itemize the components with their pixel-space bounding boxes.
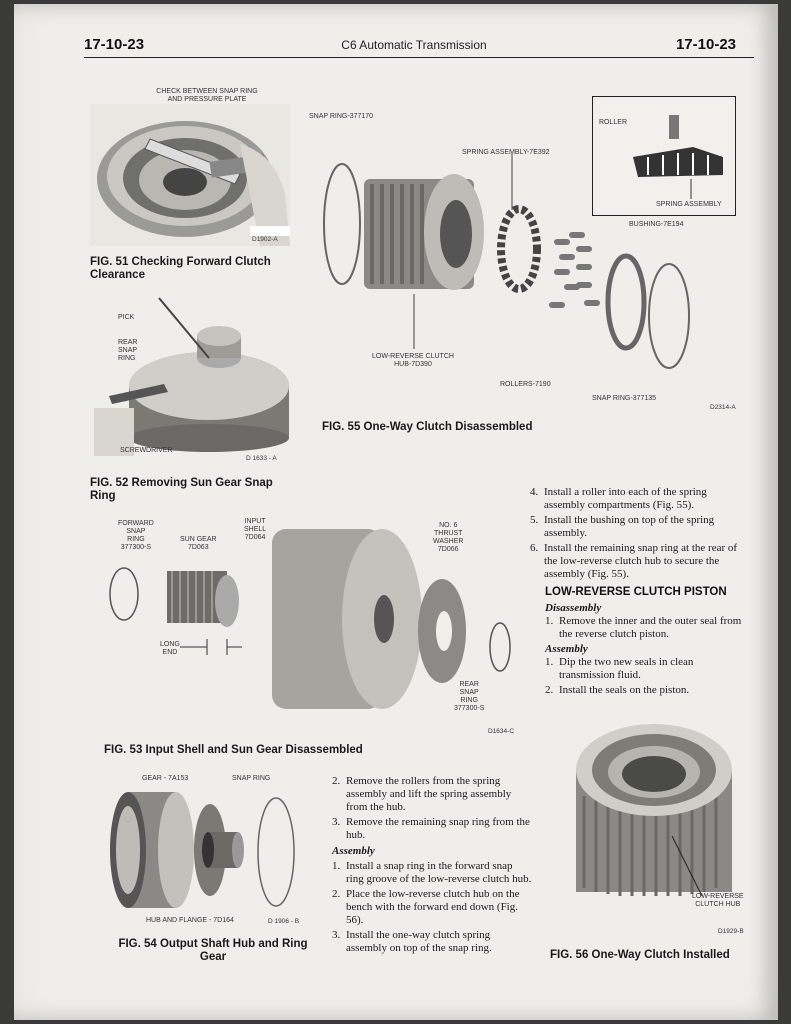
fig51-code: D1902-A <box>252 236 278 243</box>
fig54-illustration <box>108 786 308 916</box>
list-item: 4. Install a roller into each of the spring assembly compartments (Fig. 55). <box>530 486 707 511</box>
right-text-column <box>530 486 750 583</box>
fig53-sun-gear-label: SUN GEAR 7D063 <box>180 536 217 551</box>
header-rule <box>84 57 754 58</box>
fig52-pick-label: PICK <box>118 314 135 321</box>
fig55-snap-ring-top-label: SNAP RING-377170 <box>309 113 374 120</box>
middle-text-column <box>332 775 532 957</box>
fig54-code: D 1906 - B <box>268 918 300 925</box>
fig55-inset-drawing <box>593 97 737 217</box>
fig55-inset <box>592 96 736 216</box>
fig51-illustration <box>90 104 290 246</box>
fig56-illustration <box>572 716 742 906</box>
fig52-caption: FIG. 52 Removing Sun Gear Snap Ring <box>90 477 273 502</box>
list-item: 5. Install the bushing on top of the spring assembly. <box>530 514 715 539</box>
list-item: 2. Place the low-reverse clutch hub on the bench with the forward end down (Fig. 56). <box>332 888 520 926</box>
fig56-caption: FIG. 56 One-Way Clutch Installed <box>550 949 730 961</box>
fig53-rear-snap-ring-label: REAR SNAP RING 377300-S <box>454 681 485 712</box>
fig51-caption: FIG. 51 Checking Forward Clutch Clearance <box>90 256 271 281</box>
fig55-rollers-label: ROLLERS-7190 <box>500 381 551 388</box>
middle-steps-list <box>332 775 532 842</box>
fig55-hub-label: LOW-REVERSE CLUTCH HUB-7D390 <box>372 353 454 368</box>
manual-page <box>14 4 778 1020</box>
fig55-spring-assembly-label: SPRING ASSEMBLY-7E392 <box>462 149 550 156</box>
fig53-forward-snap-ring-label: FORWARD SNAP RING 377300-S <box>118 520 154 551</box>
fig55-code: D2314-A <box>710 404 736 411</box>
list-item: 2. Remove the rollers from the spring assembly and lift the spring assembly from the hub. <box>332 775 512 813</box>
middle-assembly-heading: Assembly <box>332 845 375 857</box>
fig52-code: D 1633 - A <box>246 455 277 462</box>
list-item: 2. Install the seals on the piston. <box>545 684 690 696</box>
fig53-thrust-washer-label: NO. 6 THRUST WASHER 7D066 <box>433 522 464 553</box>
page-title: C6 Automatic Transmission <box>341 38 487 52</box>
page-number-right: 17-10-23 <box>675 36 736 53</box>
fig51-callout: CHECK BETWEEN SNAP RING AND PRESSURE PLATE <box>156 88 258 103</box>
right-assembly-heading: Assembly <box>545 643 588 655</box>
list-item: 1. Install a snap ring in the forward snap ring groove of the low-reverse clutch hub. <box>332 860 532 885</box>
fig54-hub-flange-label: HUB AND FLANGE - 7D164 <box>146 917 234 924</box>
list-item: 3. Remove the remaining snap ring from the hub. <box>332 816 530 841</box>
disassembly-heading: Disassembly <box>545 602 602 614</box>
middle-assembly-list <box>332 860 532 955</box>
right-steps-list <box>530 486 750 581</box>
fig55-inset-roller-label: ROLLER <box>599 119 628 126</box>
disassembly-list <box>545 615 750 641</box>
section-heading: LOW-REVERSE CLUTCH PISTON <box>545 586 727 598</box>
fig56-hub-label: LOW-REVERSE CLUTCH HUB <box>692 893 744 908</box>
right-procedures <box>545 602 750 699</box>
fig53-caption: FIG. 53 Input Shell and Sun Gear Disassembled <box>104 744 363 756</box>
list-item: 1. Dip the two new seals in clean transmission fluid. <box>545 656 694 681</box>
fig55-caption: FIG. 55 One-Way Clutch Disassembled <box>322 421 533 433</box>
fig54-caption: FIG. 54 Output Shaft Hub and Ring Gear <box>118 938 308 963</box>
fig53-long-end-label: LONG END <box>160 641 180 656</box>
list-item: 3. Install the one-way clutch spring assembly on top of the snap ring. <box>332 929 492 954</box>
fig55-bushing-label: BUSHING-7E194 <box>629 221 684 228</box>
list-item: 6. Install the remaining snap ring at the rear of the low-reverse clutch hub to secure the assembly (Fig. 55). <box>530 542 738 580</box>
right-assembly-list <box>545 656 750 697</box>
fig55-inset-spring-label: SPRING ASSEMBLY <box>656 201 722 208</box>
fig54-gear-label: GEAR - 7A153 <box>142 775 189 782</box>
fig53-input-shell-label: INPUT SHELL 7D064 <box>244 518 267 541</box>
fig54-snap-ring-label: SNAP RING <box>232 775 271 782</box>
fig52-rear-snap-ring-label: REAR SNAP RING <box>118 339 138 362</box>
fig56-code: D1929-B <box>718 928 744 935</box>
page-number-left: 17-10-23 <box>84 36 145 53</box>
list-item: 1. Remove the inner and the outer seal from the reverse clutch piston. <box>545 615 742 640</box>
fig52-screwdriver-label: SCREWDRIVER <box>120 447 173 454</box>
fig53-code: D1634-C <box>488 728 515 735</box>
fig55-snap-ring-bottom-label: SNAP RING-377135 <box>592 395 657 402</box>
